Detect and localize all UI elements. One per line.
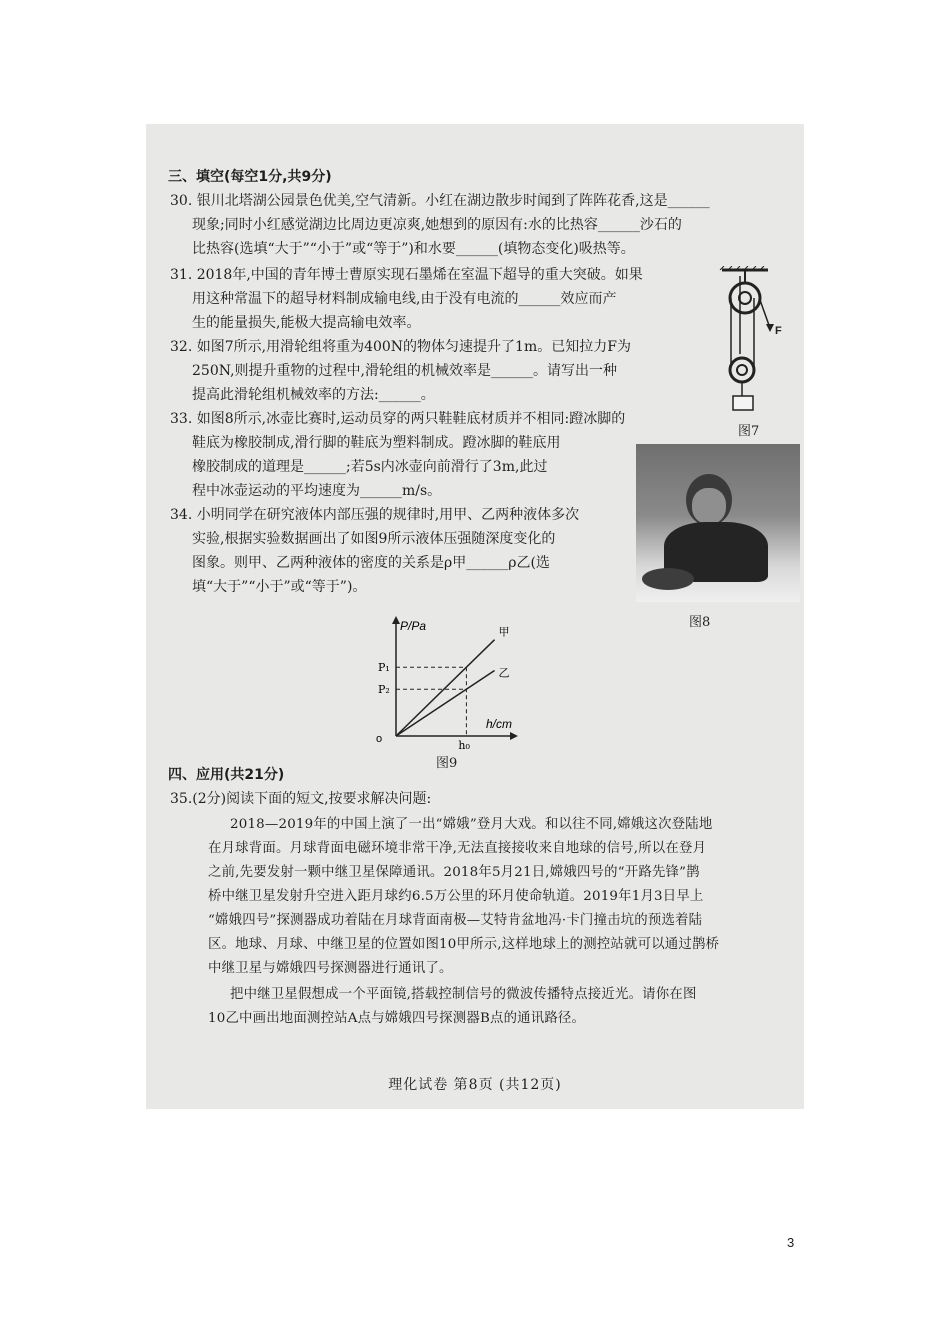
y-axis-label: P/Pa: [400, 619, 427, 633]
question-34-line-4: 填“大于”“小于”或“等于”)。: [192, 579, 367, 595]
passage-line-4: 桥中继卫星发射升空进入距月球约6.5万公里的环月使命轨道。2019年1月3日早上: [208, 889, 704, 904]
y-tick-label-p1: P₁: [378, 661, 390, 675]
y-axis-arrow: [392, 616, 400, 624]
passage-line-1: 2018—2019年的中国上演了一出“嫦娥”登月大戏。和以往不同,嫦娥这次登陆地: [230, 817, 713, 832]
curling-photo: [636, 444, 800, 602]
question-30-line-1: 30. 银川北塔湖公园景色优美,空气清新。小红在湖边散步时闻到了阵阵花香,这是______: [170, 193, 710, 209]
curling-stone: [642, 568, 694, 590]
athlete-face: [692, 488, 726, 524]
x-tick-label-h0: h₀: [458, 739, 470, 750]
passage-line-9: 10乙中画出地面测控站A点与嫦娥四号探测器B点的通讯路径。: [208, 1011, 586, 1026]
question-35-intro: 35.(2分)阅读下面的短文,按要求解决问题:: [170, 791, 432, 807]
y-tick-label-p2: P₂: [378, 683, 390, 697]
page-number: 3: [787, 1235, 795, 1250]
question-31-line-2: 用这种常温下的超导材料制成输电线,由于没有电流的______效应而产: [192, 291, 617, 307]
passage-line-7: 中继卫星与嫦娥四号探测器进行通讯了。: [208, 961, 453, 976]
series-line-1: [396, 640, 495, 736]
passage-line-6: 区。地球、月球、中继卫星的位置如图10甲所示,这样地球上的测控站就可以通过鹊桥: [208, 937, 720, 952]
question-31-line-3: 生的能量损失,能极大提高输电效率。: [192, 315, 421, 331]
question-34-line-2: 实验,根据实验数据画出了如图9所示液体压强随深度变化的: [192, 531, 556, 547]
question-31-line-1: 31. 2018年,中国的青年博士曹原实现石墨烯在室温下超导的重大突破。如果: [170, 267, 643, 283]
page-footer: 理化试卷 第8页 (共12页): [388, 1077, 562, 1093]
figure-7-label: 图7: [738, 424, 760, 439]
series-label-2: 乙: [498, 666, 510, 680]
question-34-line-3: 图象。则甲、乙两种液体的密度的关系是ρ甲______ρ乙(选: [192, 555, 550, 571]
passage-line-2: 在月球背面。月球背面电磁环境非常干净,无法直接接收来自地球的信号,所以在登月: [208, 841, 707, 856]
question-33-line-4: 程中冰壶运动的平均速度为______m/s。: [192, 483, 442, 499]
pressure-depth-chart: [374, 610, 524, 750]
pulley-system-figure: [718, 266, 798, 436]
section-3-heading: 三、填空(每空1分,共9分): [168, 169, 332, 185]
passage-line-8: 把中继卫星假想成一个平面镜,搭载控制信号的微波传播特点接近光。请你在图: [230, 987, 697, 1002]
scanned-exam-page: [146, 124, 804, 1109]
origin-label: o: [376, 733, 383, 745]
question-33-line-2: 鞋底为橡胶制成,滑行脚的鞋底为塑料制成。蹬冰脚的鞋底用: [192, 435, 561, 451]
question-33-line-3: 橡胶制成的道理是______;若5s内冰壶向前滑行了3m,此过: [192, 459, 548, 475]
question-30-line-3: 比热容(选填“大于”“小于”或“等于”)和水要______(填物态变化)吸热等。: [192, 241, 635, 257]
section-4-heading: 四、应用(共21分): [168, 767, 285, 783]
x-axis-label: h/cm: [486, 717, 513, 731]
figure-8-label: 图8: [689, 615, 711, 630]
series-label-1: 甲: [498, 625, 510, 639]
x-axis-arrow: [510, 732, 518, 740]
series-line-2: [396, 671, 495, 736]
question-30-line-2: 现象;同时小红感觉湖边比周边更凉爽,她想到的原因有:水的比热容______沙石的: [192, 217, 682, 233]
question-32-line-1: 32. 如图7所示,用滑轮组将重为400N的物体匀速提升了1m。已知拉力F为: [170, 339, 631, 355]
question-32-line-2: 250N,则提升重物的过程中,滑轮组的机械效率是______。请写出一种: [192, 363, 617, 379]
question-34-line-1: 34. 小明同学在研究液体内部压强的规律时,用甲、乙两种液体多次: [170, 507, 580, 523]
figure-9-label: 图9: [436, 756, 458, 771]
force-label: F: [775, 325, 782, 337]
question-32-line-3: 提高此滑轮组机械效率的方法:______。: [192, 387, 435, 403]
passage-line-5: “嫦娥四号”探测器成功着陆在月球背面南极—艾特肯盆地冯·卡门撞击坑的预选着陆: [208, 913, 703, 928]
question-33-line-1: 33. 如图8所示,冰壶比赛时,运动员穿的两只鞋鞋底材质并不相同:蹬冰脚的: [170, 411, 626, 427]
passage-line-3: 之前,先要发射一颗中继卫星保障通讯。2018年5月21日,嫦娥四号的“开路先锋”鹊: [208, 865, 700, 880]
